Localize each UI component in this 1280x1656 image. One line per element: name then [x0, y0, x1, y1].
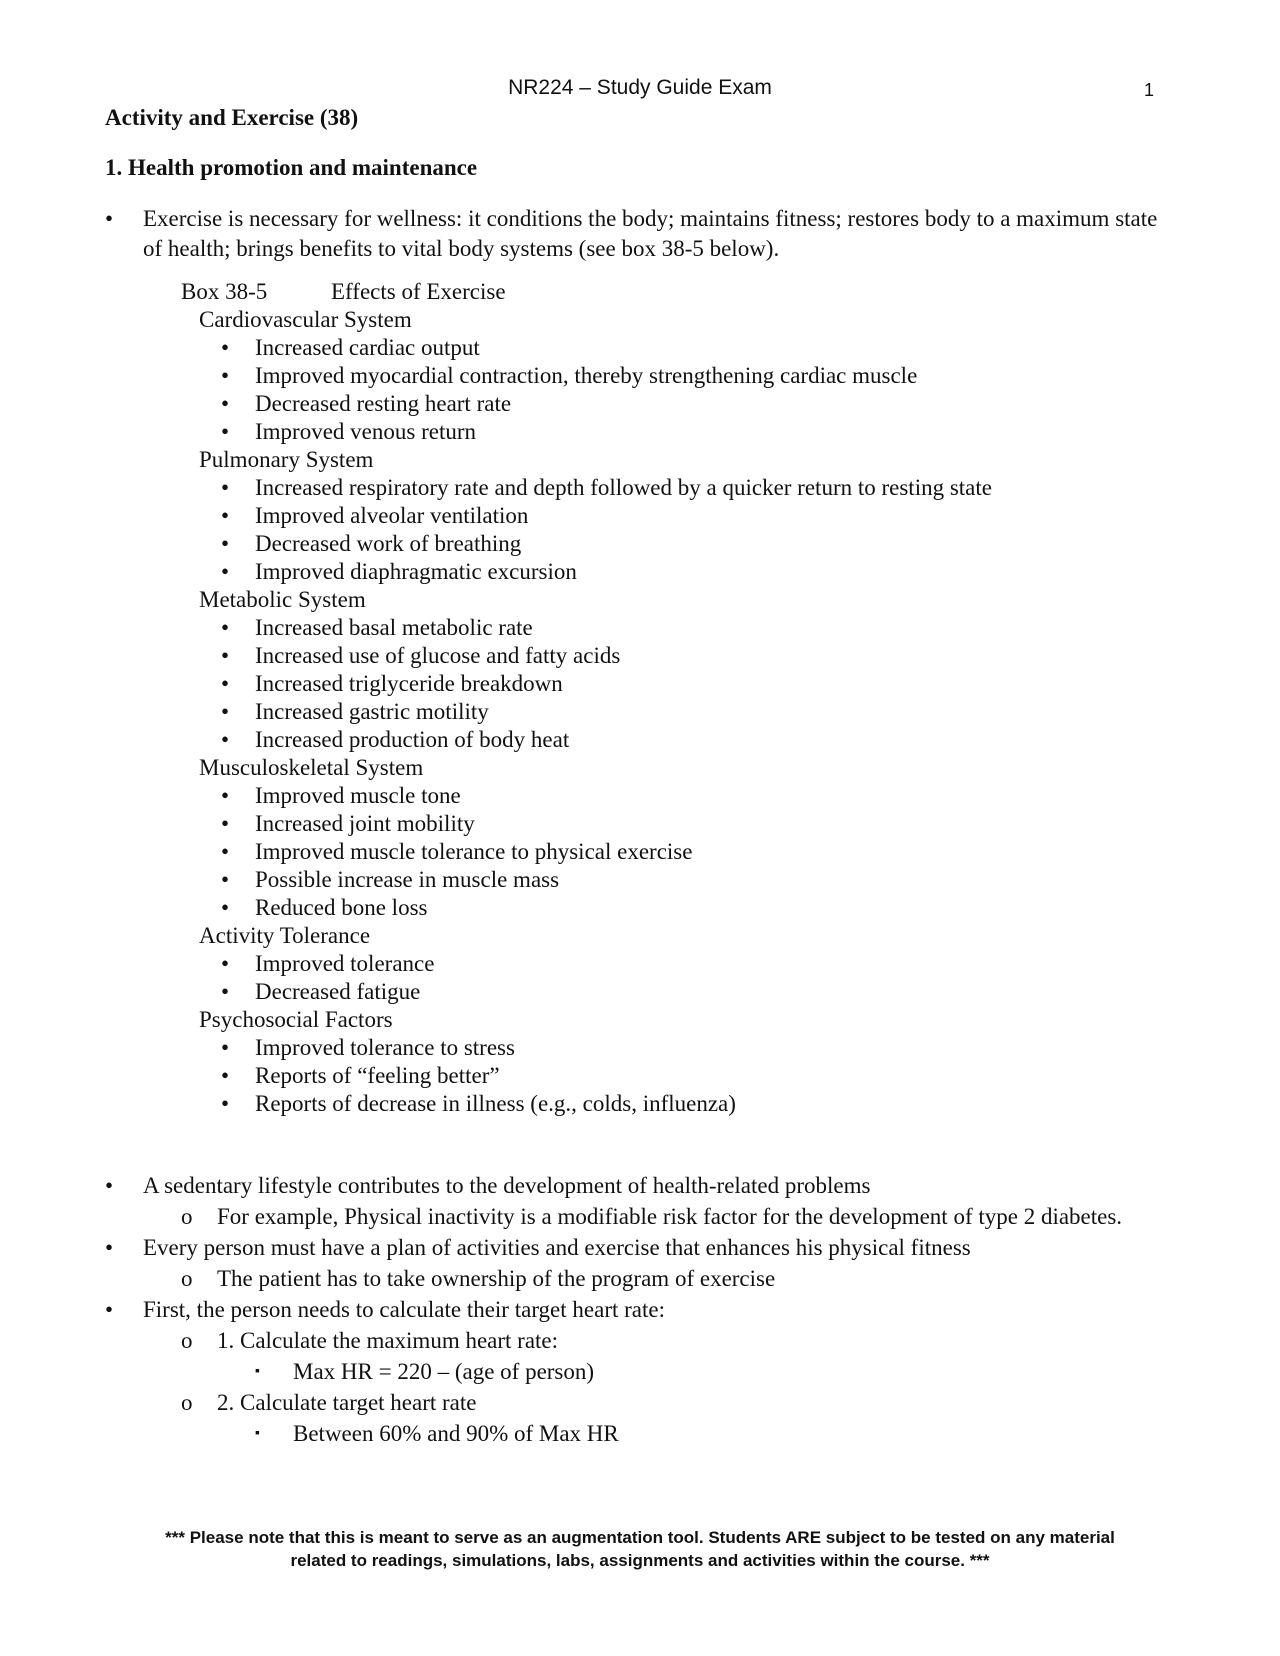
box-list-item [181, 894, 1165, 922]
box-list-item [181, 474, 1165, 502]
box-item-text: Improved diaphragmatic excursion [255, 559, 577, 584]
bullet-marker: • [221, 811, 230, 836]
bullet-marker: • [221, 643, 230, 668]
box-list-item [181, 670, 1165, 698]
box-section-title: Pulmonary System [199, 447, 374, 472]
box-list-item [181, 1090, 1165, 1118]
box-title: Effects of Exercise [331, 279, 506, 304]
bullet-marker: • [221, 1063, 230, 1088]
sub-text: 2. Calculate target heart rate [217, 1390, 477, 1415]
bullet-marker: • [221, 1035, 230, 1060]
box-list-item [181, 558, 1165, 586]
list-item-target-hr [105, 1294, 1165, 1325]
box-list-item [181, 418, 1165, 446]
bullet-marker: • [221, 531, 230, 556]
box-section-title: Psychosocial Factors [199, 1007, 393, 1032]
subsection-title: 1. Health promotion and maintenance [105, 155, 478, 180]
intro-bullet-text: Exercise is necessary for wellness: it conditions the body; maintains fitness; restores body to a maximum state of health; brings benefits to vital body systems (see box 38-5 below). [143, 206, 1158, 261]
box-list-item [181, 950, 1165, 978]
box-list-item [181, 698, 1165, 726]
subsub-text: Between 60% and 90% of Max HR [293, 1421, 619, 1446]
footer-line-2: related to readings, simulations, labs, assignments and activities within the course. *** [290, 1551, 990, 1570]
bullet-marker: • [221, 867, 230, 892]
box-list-item [181, 502, 1165, 530]
bullet-marker: • [221, 615, 230, 640]
box-list-item [181, 782, 1165, 810]
footer-note [0, 1526, 1280, 1572]
subsub-text: Max HR = 220 – (age of person) [293, 1359, 595, 1384]
list-item-sedentary [105, 1170, 1165, 1201]
box-header [181, 278, 1165, 306]
bullet-marker: • [221, 671, 230, 696]
box-list-item [181, 642, 1165, 670]
box-item-text: Improved tolerance [255, 951, 435, 976]
bullet-marker: • [221, 391, 230, 416]
box-item-text: Increased use of glucose and fatty acids [255, 643, 621, 668]
document-body [105, 104, 1165, 1449]
box-item-text: Decreased fatigue [255, 979, 421, 1004]
intro-bullet [105, 204, 1165, 264]
box-section-title: Metabolic System [199, 587, 366, 612]
bullet-marker: • [221, 559, 230, 584]
box-item-text: Reports of decrease in illness (e.g., colds, influenza) [255, 1091, 736, 1116]
box-list-item [181, 530, 1165, 558]
bullet-marker: • [221, 839, 230, 864]
box-number: Box 38-5 [181, 279, 268, 304]
bullet-marker: • [105, 206, 114, 231]
bullet-marker: • [221, 335, 230, 360]
box-list-item [181, 866, 1165, 894]
sub-marker: o [181, 1266, 193, 1291]
sub-text: 1. Calculate the maximum heart rate: [217, 1328, 559, 1353]
list-text: First, the person needs to calculate their target heart rate: [143, 1297, 665, 1322]
bullet-marker: • [221, 979, 230, 1004]
box-list-item [181, 1034, 1165, 1062]
box-list-item [181, 334, 1165, 362]
list-text: Every person must have a plan of activities and exercise that enhances his physical fitness [143, 1235, 971, 1260]
box-item-text: Reports of “feeling better” [255, 1063, 500, 1088]
sub-text: The patient has to take ownership of the program of exercise [217, 1266, 776, 1291]
bullet-marker: • [105, 1297, 114, 1322]
bullet-marker: • [105, 1173, 114, 1198]
list-item-plan [105, 1232, 1165, 1263]
box-item-text: Increased respiratory rate and depth followed by a quicker return to resting state [255, 475, 992, 500]
sub-marker: o [181, 1204, 193, 1229]
bullet-marker: • [221, 951, 230, 976]
box-list-item [181, 614, 1165, 642]
bullet-marker: • [221, 895, 230, 920]
square-marker: ▪ [255, 1364, 260, 1379]
box-section-title: Musculoskeletal System [199, 755, 424, 780]
box-list-item [181, 978, 1165, 1006]
box-item-text: Increased cardiac output [255, 335, 480, 360]
box-list-item [181, 390, 1165, 418]
sub-marker: o [181, 1328, 193, 1353]
box-list-item [181, 810, 1165, 838]
bullet-marker: • [221, 475, 230, 500]
footer-line-1: *** Please note that this is meant to serve as an augmentation tool. Students ARE subject to be tested on any material [165, 1528, 1115, 1547]
box-item-text: Increased joint mobility [255, 811, 475, 836]
box-list-item [181, 838, 1165, 866]
sub-item-diabetes [105, 1201, 1165, 1232]
box-sections [181, 306, 1165, 1118]
bullet-marker: • [105, 1235, 114, 1260]
box-item-text: Improved tolerance to stress [255, 1035, 515, 1060]
sub-item-max-hr [105, 1325, 1165, 1356]
sub-item-ownership [105, 1263, 1165, 1294]
square-marker: ▪ [255, 1426, 260, 1441]
box-list-item [181, 1062, 1165, 1090]
sub-text: For example, Physical inactivity is a modifiable risk factor for the development of type 2 diabetes. [217, 1204, 1123, 1229]
page-number: 1 [1144, 80, 1155, 100]
box-section-title: Activity Tolerance [199, 923, 371, 948]
box-item-text: Improved muscle tone [255, 783, 461, 808]
sub-item-target-hr [105, 1387, 1165, 1418]
box-item-text: Possible increase in muscle mass [255, 867, 560, 892]
box-item-text: Decreased work of breathing [255, 531, 522, 556]
sub-marker: o [181, 1390, 193, 1415]
list-text: A sedentary lifestyle contributes to the development of health-related problems [143, 1173, 871, 1198]
bullet-marker: • [221, 419, 230, 444]
bullet-marker: • [221, 783, 230, 808]
effects-box [181, 278, 1165, 1118]
box-item-text: Reduced bone loss [255, 895, 428, 920]
box-item-text: Increased triglyceride breakdown [255, 671, 563, 696]
box-item-text: Improved muscle tolerance to physical exercise [255, 839, 693, 864]
box-section-title: Cardiovascular System [199, 307, 412, 332]
box-list-item [181, 362, 1165, 390]
box-item-text: Increased gastric motility [255, 699, 489, 724]
header-title: NR224 – Study Guide Exam [508, 76, 772, 99]
box-item-text: Decreased resting heart rate [255, 391, 512, 416]
bullet-marker: • [221, 363, 230, 388]
section-title: Activity and Exercise (38) [105, 105, 359, 130]
box-list-item [181, 726, 1165, 754]
bullet-marker: • [221, 699, 230, 724]
box-item-text: Improved venous return [255, 419, 476, 444]
subsub-item-target-range [105, 1418, 1165, 1449]
box-item-text: Improved alveolar ventilation [255, 503, 529, 528]
box-item-text: Increased basal metabolic rate [255, 615, 533, 640]
bullet-marker: • [221, 727, 230, 752]
subsub-item-max-hr-formula [105, 1356, 1165, 1387]
bullet-marker: • [221, 1091, 230, 1116]
box-item-text: Improved myocardial contraction, thereby strengthening cardiac muscle [255, 363, 918, 388]
bullet-marker: • [221, 503, 230, 528]
box-item-text: Increased production of body heat [255, 727, 570, 752]
